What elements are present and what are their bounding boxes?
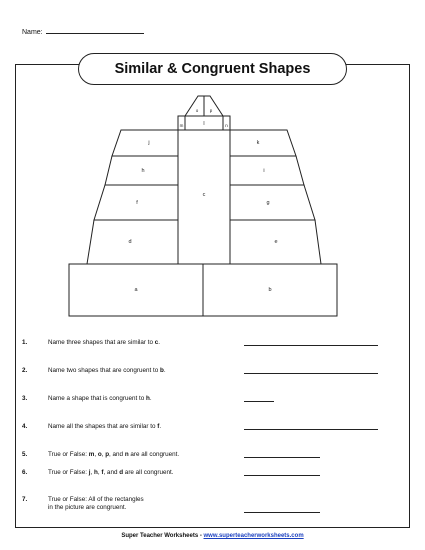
label-a: a <box>134 287 138 293</box>
label-i: i <box>263 168 265 174</box>
page-title: Similar & Congruent Shapes <box>78 53 347 85</box>
label-b: b <box>268 287 272 293</box>
label-f: f <box>136 200 138 206</box>
label-k: k <box>256 140 260 146</box>
footer: Super Teacher Worksheets - www.superteacherworksheets.com <box>121 533 304 539</box>
label-j: j <box>148 140 150 146</box>
shape-o <box>185 96 204 116</box>
label-h: h <box>141 168 145 174</box>
answer-line-7[interactable] <box>244 512 320 513</box>
answer-line-6[interactable] <box>244 475 320 476</box>
shape-p <box>204 96 223 116</box>
label-l: l <box>203 121 205 127</box>
name-label: Name: <box>22 29 43 36</box>
label-e: e <box>274 239 278 245</box>
shape-i <box>230 156 304 185</box>
shape-d <box>87 220 178 264</box>
answer-line-3[interactable] <box>244 401 274 402</box>
footer-link[interactable]: www.superteacherworksheets.com <box>203 533 304 539</box>
label-o: o <box>195 108 199 113</box>
shape-k <box>230 130 296 156</box>
label-g: g <box>266 200 270 206</box>
shape-j <box>112 130 178 156</box>
answer-line-5[interactable] <box>244 457 320 458</box>
shape-g <box>230 185 315 220</box>
answer-line-1[interactable] <box>244 345 378 346</box>
label-m: m <box>179 123 184 128</box>
answer-line-2[interactable] <box>244 373 378 374</box>
label-n: n <box>225 123 228 128</box>
answer-line-4[interactable] <box>244 429 378 430</box>
label-p: p <box>209 108 213 113</box>
label-d: d <box>128 239 132 245</box>
label-c: c <box>202 192 206 198</box>
footer-brand: Super Teacher Worksheets <box>121 533 199 539</box>
